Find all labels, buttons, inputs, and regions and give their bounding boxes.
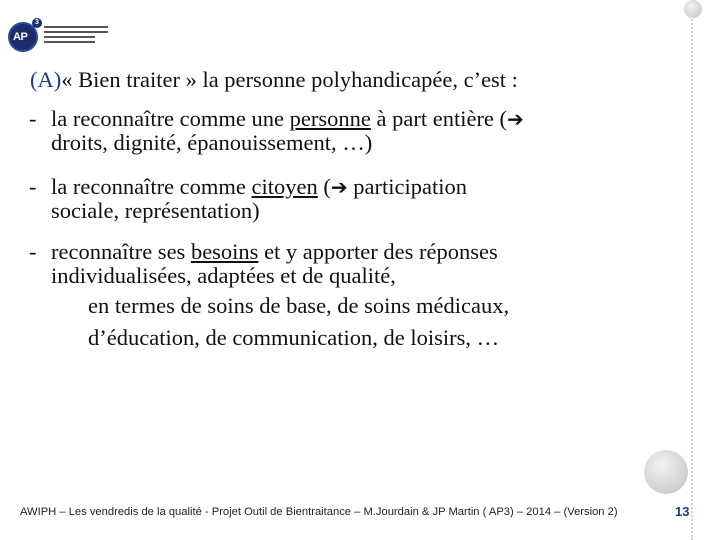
logo-text: AP (13, 31, 28, 43)
bullet-text: et y apporter des réponses (258, 239, 498, 264)
decorative-circle-bottom (644, 450, 688, 494)
ap3-logo (8, 18, 108, 58)
sub-line-soins: en termes de soins de base, de soins médicaux, (88, 293, 510, 318)
bullet-dash: - (29, 174, 37, 199)
bullet-text-line2: droits, dignité, épanouissement, …) (51, 130, 373, 155)
bullet-text-line2: sociale, représentation) (51, 198, 260, 223)
heading-text: « Bien traiter » la personne polyhandicapée, c’est : (61, 67, 518, 92)
underlined-keyword: besoins (190, 239, 259, 264)
bullet-text: participation (347, 174, 467, 199)
bullet-text-line2: individualisées, adaptées et de qualité, (51, 263, 396, 288)
heading-marker: (A) (30, 67, 62, 92)
footer-text: AWIPH – Les vendredis de la qualité - Projet Outil de Bientraitance – M.Jourdain & JP Martin ( AP3) – 2014 – (Version 2) (20, 506, 618, 518)
bullet-text: la reconnaître comme une (51, 106, 290, 131)
slide-heading (30, 68, 518, 92)
underlined-keyword: citoyen (251, 174, 318, 199)
bullet-text: à part entière ( (370, 106, 508, 131)
logo-tagline (44, 26, 108, 46)
bullet-text: la reconnaître comme (51, 174, 252, 199)
bullet-dash: - (29, 106, 37, 131)
decorative-circle-top (684, 0, 702, 18)
bullet-text: reconnaître ses (51, 239, 191, 264)
logo-superscript: 3 (32, 18, 42, 28)
sub-line-education: d’éducation, de communication, de loisirs, … (88, 325, 500, 350)
bullet-text: ( (317, 174, 331, 199)
underlined-keyword: personne (289, 106, 371, 131)
right-border-decoration (691, 0, 693, 540)
bullet-dash: - (29, 239, 37, 264)
page-number: 13 (675, 504, 690, 519)
arrow-right-icon: ➔ (330, 175, 348, 199)
arrow-right-icon: ➔ (507, 107, 524, 131)
